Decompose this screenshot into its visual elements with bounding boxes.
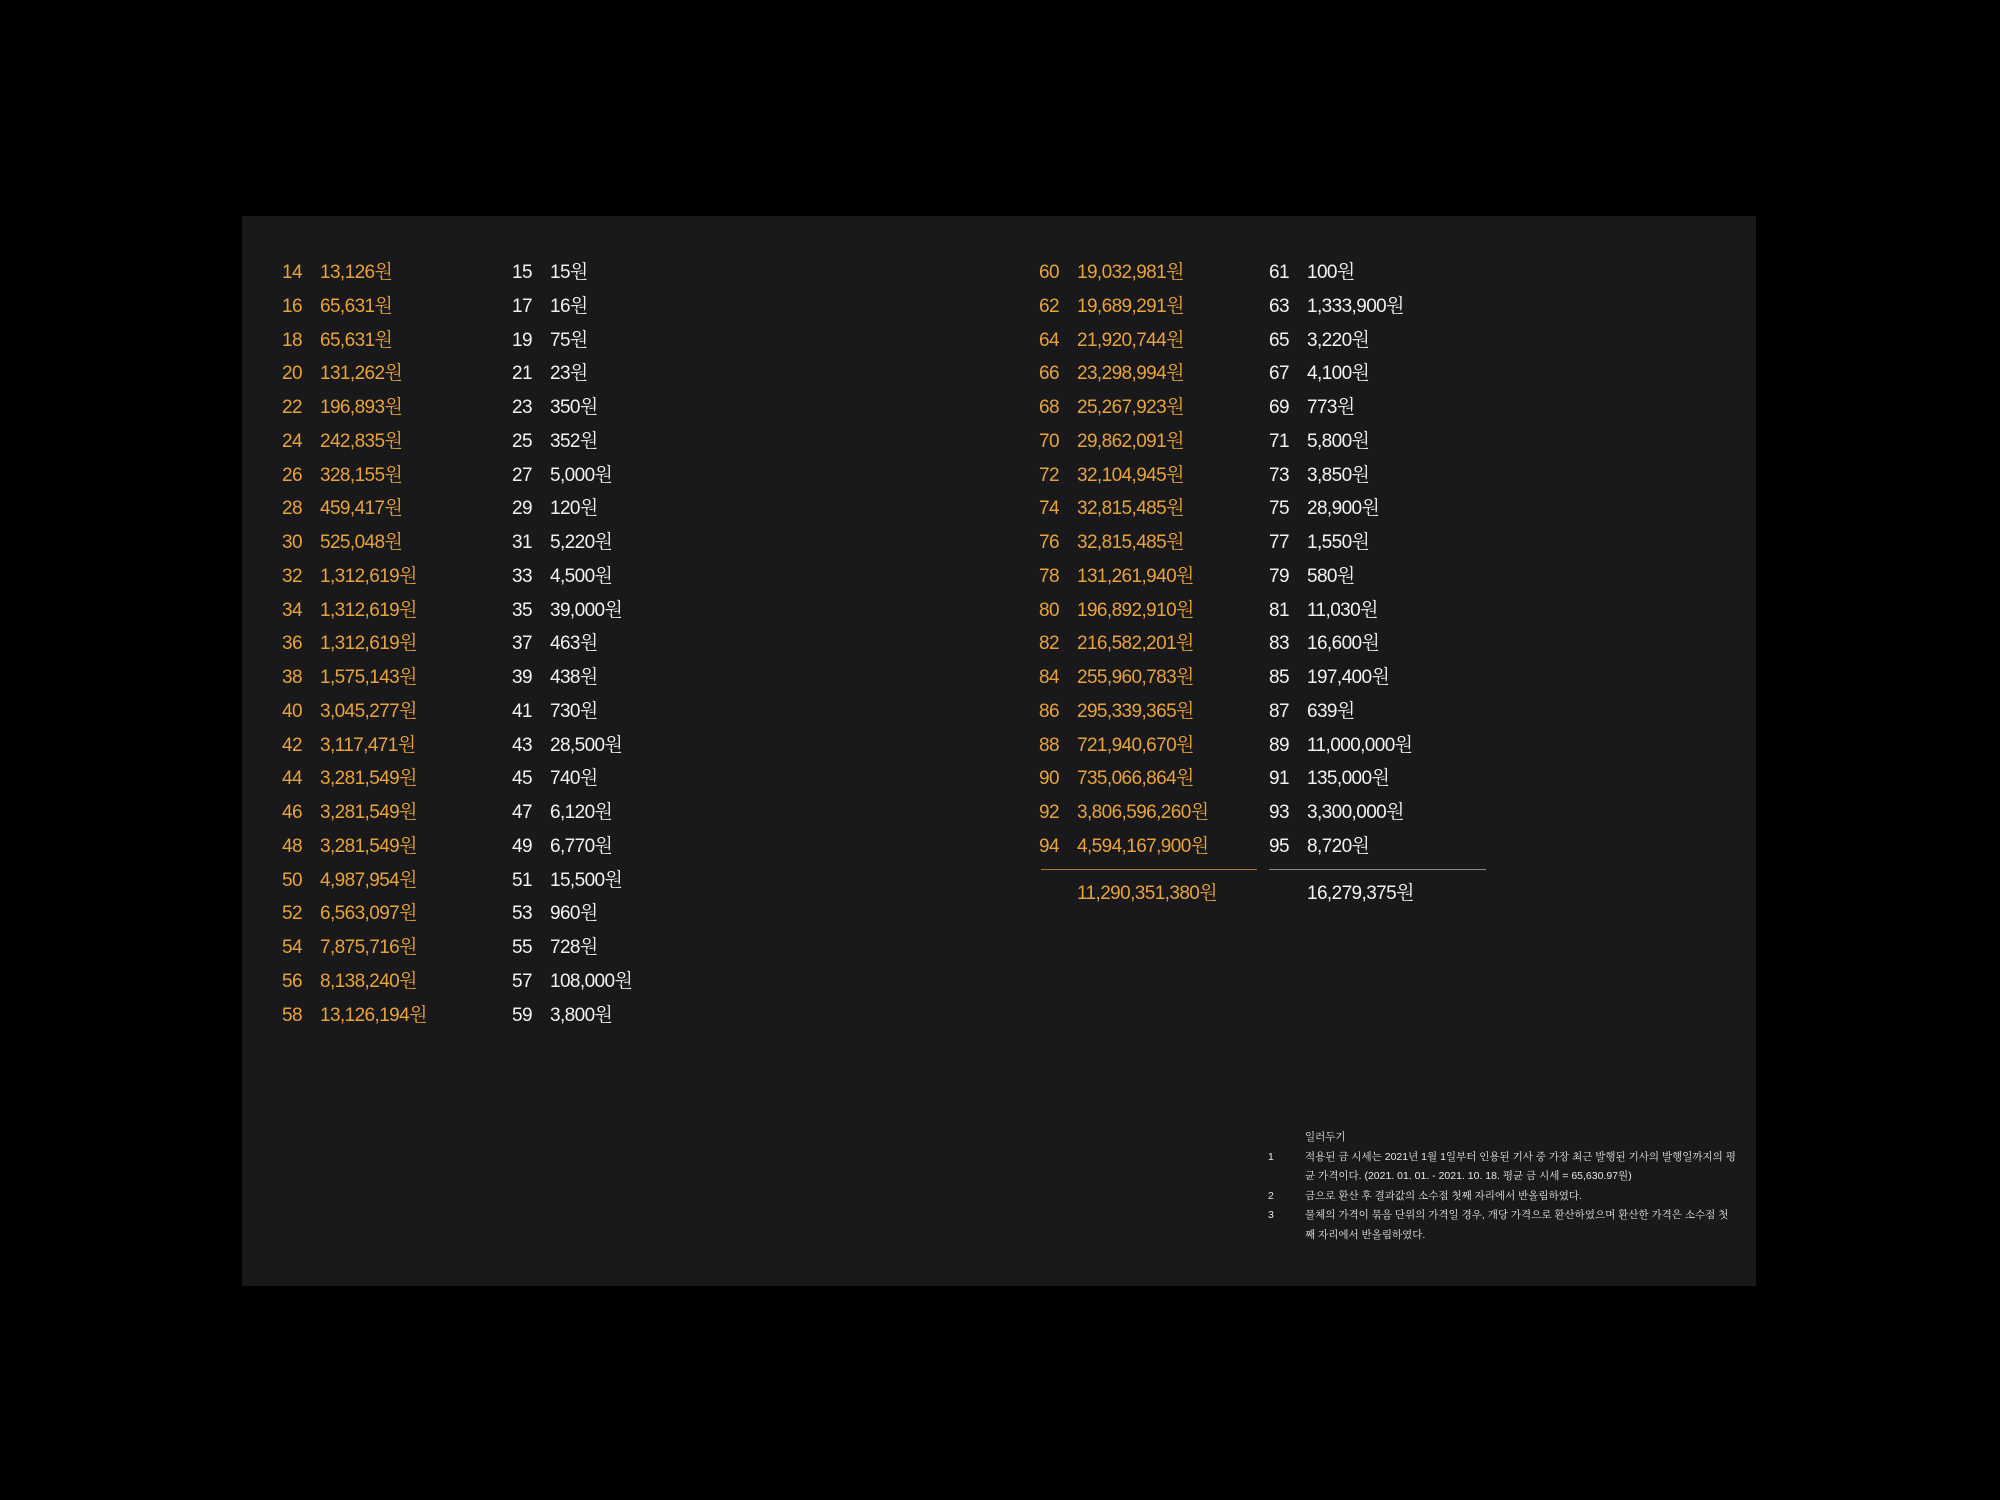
footnote-number: 91 — [1269, 768, 1289, 790]
price-row — [282, 459, 427, 493]
footnote-number: 92 — [1039, 802, 1059, 823]
price-value: 19,032,981원 — [1077, 262, 1184, 283]
price-row — [512, 357, 632, 391]
footnote-number: 31 — [512, 532, 532, 553]
price-row — [282, 627, 427, 661]
price-value: 463원 — [550, 633, 598, 655]
price-value: 730원 — [550, 700, 598, 722]
note-number: 2 — [1268, 1189, 1274, 1202]
gold-total: 11,290,351,380원 — [1077, 883, 1218, 904]
price-row — [512, 897, 632, 931]
footnote-number: 88 — [1039, 734, 1059, 756]
footnote-number: 61 — [1269, 262, 1289, 283]
footnote-number: 24 — [282, 430, 302, 452]
price-row — [282, 594, 427, 628]
footnote-number: 26 — [282, 464, 302, 486]
price-row — [282, 729, 427, 763]
footnote-number: 27 — [512, 464, 532, 486]
price-row — [1269, 729, 1412, 763]
price-value: 352원 — [550, 430, 598, 452]
price-value: 21,920,744원 — [1077, 329, 1184, 351]
footnote-number: 47 — [512, 802, 532, 823]
price-row — [512, 999, 632, 1033]
price-value: 3,045,277원 — [320, 700, 417, 722]
footnote-number: 76 — [1039, 532, 1059, 553]
price-value: 196,892,910원 — [1077, 599, 1194, 621]
price-value: 5,220원 — [550, 532, 613, 553]
footnote-number: 84 — [1039, 667, 1059, 688]
price-value: 728원 — [550, 937, 598, 958]
price-value: 960원 — [550, 903, 598, 925]
price-row — [282, 830, 427, 864]
price-row — [512, 627, 632, 661]
price-row — [1269, 762, 1412, 796]
footnote-number: 17 — [512, 295, 532, 317]
price-value: 4,594,167,900원 — [1077, 835, 1209, 857]
price-row — [282, 256, 427, 290]
footnote-number: 18 — [282, 329, 302, 351]
footnote-number: 63 — [1269, 295, 1289, 317]
price-row — [1269, 459, 1412, 493]
price-row — [1269, 425, 1412, 459]
price-value: 255,960,783원 — [1077, 667, 1194, 688]
price-value: 3,281,549원 — [320, 835, 417, 857]
price-row — [512, 729, 632, 763]
price-value: 29,862,091원 — [1077, 430, 1184, 452]
price-value: 131,261,940원 — [1077, 565, 1194, 587]
footnote-number: 37 — [512, 633, 532, 655]
price-value: 100원 — [1307, 262, 1355, 283]
price-row — [512, 830, 632, 864]
price-row — [282, 560, 427, 594]
price-value: 13,126원 — [320, 262, 393, 283]
price-value: 28,500원 — [550, 734, 623, 756]
price-value: 328,155원 — [320, 464, 403, 486]
price-column-1 — [282, 256, 427, 1032]
price-row — [1039, 560, 1208, 594]
price-value: 4,100원 — [1307, 363, 1370, 385]
price-row — [512, 965, 632, 999]
price-row — [282, 864, 427, 898]
price-value: 721,940,670원 — [1077, 734, 1194, 756]
price-row — [1269, 391, 1412, 425]
footnote-number: 95 — [1269, 835, 1289, 857]
footnote-number: 58 — [282, 1004, 302, 1026]
note-item — [1268, 1187, 1738, 1207]
footnote-number: 86 — [1039, 700, 1059, 722]
price-value: 216,582,201원 — [1077, 633, 1194, 655]
price-value: 75원 — [550, 329, 588, 351]
footnote-number: 57 — [512, 970, 532, 992]
footnote-number: 82 — [1039, 633, 1059, 655]
footnote-number: 35 — [512, 599, 532, 621]
price-row — [512, 492, 632, 526]
footnote-number: 90 — [1039, 768, 1059, 790]
price-row — [282, 695, 427, 729]
footnote-number: 41 — [512, 700, 532, 722]
price-value: 65,631원 — [320, 295, 393, 317]
price-value: 135,000원 — [1307, 768, 1390, 790]
footnote-number: 23 — [512, 397, 532, 418]
notes-section — [1268, 1128, 1738, 1245]
price-value: 1,312,619원 — [320, 599, 417, 621]
price-row — [1269, 830, 1412, 864]
footnote-number: 65 — [1269, 329, 1289, 351]
price-row — [512, 425, 632, 459]
footnote-number: 62 — [1039, 295, 1059, 317]
footnote-number: 52 — [282, 903, 302, 925]
price-value: 3,806,596,260원 — [1077, 802, 1209, 823]
note-text: 적용된 금 시세는 2021년 1월 1일부터 인용된 기사 중 가장 최근 발행된 기사의 발행일까지의 평균 가격이다. (2021. 01. 01. - 2021. 10. 18. 평균 금 시세 = 65,630.97원) — [1305, 1150, 1736, 1182]
price-value: 459,417원 — [320, 498, 403, 520]
note-text: 금으로 환산 후 결과값의 소수점 첫째 자리에서 반올림하였다. — [1305, 1189, 1582, 1202]
price-row — [1039, 695, 1208, 729]
price-value: 1,333,900원 — [1307, 295, 1404, 317]
footnote-number: 49 — [512, 835, 532, 857]
price-row — [512, 762, 632, 796]
footnote-number: 48 — [282, 835, 302, 857]
price-row — [1039, 324, 1208, 358]
price-value: 6,770원 — [550, 835, 613, 857]
footnote-number: 28 — [282, 498, 302, 520]
price-value: 108,000원 — [550, 970, 633, 992]
price-row — [1039, 796, 1208, 830]
footnote-number: 46 — [282, 802, 302, 823]
price-row — [1269, 594, 1412, 628]
price-value: 3,850원 — [1307, 464, 1370, 486]
footnote-number: 89 — [1269, 734, 1289, 756]
footnote-number: 66 — [1039, 363, 1059, 385]
price-value: 32,815,485원 — [1077, 498, 1184, 520]
price-row — [282, 526, 427, 560]
note-item — [1268, 1148, 1738, 1187]
price-value: 773원 — [1307, 397, 1355, 418]
footnote-number: 16 — [282, 295, 302, 317]
price-row — [282, 897, 427, 931]
footnote-number: 43 — [512, 734, 532, 756]
price-column-3 — [1039, 256, 1208, 864]
footnote-number: 34 — [282, 599, 302, 621]
footnote-number: 71 — [1269, 430, 1289, 452]
footnote-number: 25 — [512, 430, 532, 452]
price-row — [1039, 290, 1208, 324]
footnote-number: 77 — [1269, 532, 1289, 553]
price-row — [512, 324, 632, 358]
price-value: 196,893원 — [320, 397, 403, 418]
price-value: 7,875,716원 — [320, 937, 417, 958]
price-column-4 — [1269, 256, 1412, 864]
price-row — [512, 391, 632, 425]
price-value: 19,689,291원 — [1077, 295, 1184, 317]
price-value: 32,815,485원 — [1077, 532, 1184, 553]
price-row — [282, 931, 427, 965]
white-total: 16,279,375원 — [1307, 883, 1414, 904]
footnote-number: 81 — [1269, 599, 1289, 621]
footnote-number: 21 — [512, 363, 532, 385]
price-row — [1269, 526, 1412, 560]
document-page — [242, 216, 1756, 1286]
notes-title: 일러두기 — [1305, 1131, 1346, 1143]
price-value: 16,600원 — [1307, 633, 1380, 655]
price-value: 735,066,864원 — [1077, 768, 1194, 790]
footnote-number: 70 — [1039, 430, 1059, 452]
footnote-number: 38 — [282, 667, 302, 688]
price-value: 5,000원 — [550, 464, 613, 486]
price-row — [512, 594, 632, 628]
price-row — [282, 965, 427, 999]
price-row — [1039, 492, 1208, 526]
price-row — [1039, 425, 1208, 459]
price-row — [1269, 695, 1412, 729]
footnote-number: 67 — [1269, 363, 1289, 385]
price-row — [282, 661, 427, 695]
price-value: 3,800원 — [550, 1004, 613, 1026]
price-value: 740원 — [550, 768, 598, 790]
footnote-number: 36 — [282, 633, 302, 655]
note-number: 3 — [1268, 1209, 1274, 1221]
price-row — [1039, 830, 1208, 864]
price-value: 25,267,923원 — [1077, 397, 1184, 418]
note-item — [1268, 1206, 1738, 1245]
price-value: 39,000원 — [550, 599, 623, 621]
footnote-number: 64 — [1039, 329, 1059, 351]
price-value: 350원 — [550, 397, 598, 418]
price-row — [282, 391, 427, 425]
price-row — [512, 661, 632, 695]
price-row — [1269, 627, 1412, 661]
price-row — [512, 560, 632, 594]
price-value: 3,281,549원 — [320, 768, 417, 790]
footnote-number: 42 — [282, 734, 302, 756]
price-row — [512, 256, 632, 290]
price-row — [512, 526, 632, 560]
footnote-number: 40 — [282, 700, 302, 722]
footnote-number: 69 — [1269, 397, 1289, 418]
price-value: 16원 — [550, 295, 588, 317]
price-value: 23,298,994원 — [1077, 363, 1184, 385]
footnote-number: 32 — [282, 565, 302, 587]
footnote-number: 14 — [282, 262, 302, 283]
price-value: 639원 — [1307, 700, 1355, 722]
price-row — [1039, 627, 1208, 661]
price-value: 131,262원 — [320, 363, 403, 385]
price-row — [1039, 526, 1208, 560]
price-value: 3,220원 — [1307, 329, 1370, 351]
price-value: 15,500원 — [550, 869, 623, 891]
price-value: 1,312,619원 — [320, 633, 417, 655]
price-row — [512, 695, 632, 729]
footnote-number: 72 — [1039, 464, 1059, 486]
note-number: 1 — [1268, 1150, 1274, 1163]
price-value: 3,300,000원 — [1307, 802, 1404, 823]
gold-total-divider — [1041, 869, 1257, 870]
price-value: 197,400원 — [1307, 667, 1390, 688]
price-value: 8,720원 — [1307, 835, 1370, 857]
price-value: 1,550원 — [1307, 532, 1370, 553]
footnote-number: 45 — [512, 768, 532, 790]
white-total-divider — [1269, 869, 1486, 870]
price-value: 13,126,194원 — [320, 1004, 427, 1026]
price-row — [282, 290, 427, 324]
footnote-number: 60 — [1039, 262, 1059, 283]
price-row — [1269, 357, 1412, 391]
footnote-number: 19 — [512, 329, 532, 351]
footnote-number: 73 — [1269, 464, 1289, 486]
price-row — [282, 796, 427, 830]
footnote-number: 85 — [1269, 667, 1289, 688]
footnote-number: 93 — [1269, 802, 1289, 823]
price-row — [1039, 256, 1208, 290]
price-column-2 — [512, 256, 632, 1032]
price-value: 120원 — [550, 498, 598, 520]
footnote-number: 68 — [1039, 397, 1059, 418]
price-value: 23원 — [550, 363, 588, 385]
price-row — [1269, 661, 1412, 695]
footnote-number: 79 — [1269, 565, 1289, 587]
price-value: 28,900원 — [1307, 498, 1380, 520]
footnote-number: 39 — [512, 667, 532, 688]
footnote-number: 20 — [282, 363, 302, 385]
price-value: 525,048원 — [320, 532, 403, 553]
price-row — [1039, 762, 1208, 796]
price-value: 3,117,471원 — [320, 734, 416, 756]
price-row — [512, 864, 632, 898]
price-value: 6,563,097원 — [320, 903, 417, 925]
price-row — [282, 324, 427, 358]
price-row — [1269, 290, 1412, 324]
price-value: 438원 — [550, 667, 598, 688]
price-row — [282, 425, 427, 459]
footnote-number: 22 — [282, 397, 302, 418]
price-value: 8,138,240원 — [320, 970, 417, 992]
footnote-number: 29 — [512, 498, 532, 520]
footnote-number: 54 — [282, 937, 302, 958]
price-row — [1269, 256, 1412, 290]
price-row — [1269, 492, 1412, 526]
footnote-number: 30 — [282, 532, 302, 553]
price-row — [512, 459, 632, 493]
footnote-number: 83 — [1269, 633, 1289, 655]
price-row — [282, 492, 427, 526]
price-value: 15원 — [550, 262, 588, 283]
footnote-number: 53 — [512, 903, 532, 925]
footnote-number: 50 — [282, 869, 302, 891]
price-row — [1039, 391, 1208, 425]
footnote-number: 56 — [282, 970, 302, 992]
price-value: 32,104,945원 — [1077, 464, 1184, 486]
price-value: 5,800원 — [1307, 430, 1370, 452]
price-row — [1039, 661, 1208, 695]
price-value: 3,281,549원 — [320, 802, 417, 823]
price-value: 1,575,143원 — [320, 667, 417, 688]
footnote-number: 55 — [512, 937, 532, 958]
price-value: 4,987,954원 — [320, 869, 417, 891]
footnote-number: 80 — [1039, 599, 1059, 621]
price-value: 242,835원 — [320, 430, 403, 452]
price-row — [1269, 796, 1412, 830]
footnote-number: 59 — [512, 1004, 532, 1026]
footnote-number: 94 — [1039, 835, 1059, 857]
price-row — [1039, 357, 1208, 391]
price-row — [1039, 594, 1208, 628]
price-value: 65,631원 — [320, 329, 393, 351]
price-value: 295,339,365원 — [1077, 700, 1194, 722]
price-row — [1039, 729, 1208, 763]
price-value: 11,030원 — [1307, 599, 1378, 621]
footnote-number: 87 — [1269, 700, 1289, 722]
price-row — [282, 357, 427, 391]
footnote-number: 15 — [512, 262, 532, 283]
price-row — [282, 999, 427, 1033]
price-row — [1269, 560, 1412, 594]
price-value: 4,500원 — [550, 565, 613, 587]
footnote-number: 51 — [512, 869, 532, 891]
price-row — [282, 762, 427, 796]
footnote-number: 74 — [1039, 498, 1059, 520]
footnote-number: 75 — [1269, 498, 1289, 520]
price-row — [512, 796, 632, 830]
footnote-number: 78 — [1039, 565, 1059, 587]
note-text: 물체의 가격이 묶음 단위의 가격일 경우, 개당 가격으로 환산하였으며 환산한 가격은 소수점 첫째 자리에서 반올림하였다. — [1305, 1209, 1729, 1241]
price-row — [512, 290, 632, 324]
price-row — [512, 931, 632, 965]
price-row — [1039, 459, 1208, 493]
price-value: 1,312,619원 — [320, 565, 417, 587]
price-row — [1269, 324, 1412, 358]
price-value: 6,120원 — [550, 802, 613, 823]
price-value: 580원 — [1307, 565, 1355, 587]
price-value: 11,000,000원 — [1307, 734, 1413, 756]
footnote-number: 44 — [282, 768, 302, 790]
footnote-number: 33 — [512, 565, 532, 587]
